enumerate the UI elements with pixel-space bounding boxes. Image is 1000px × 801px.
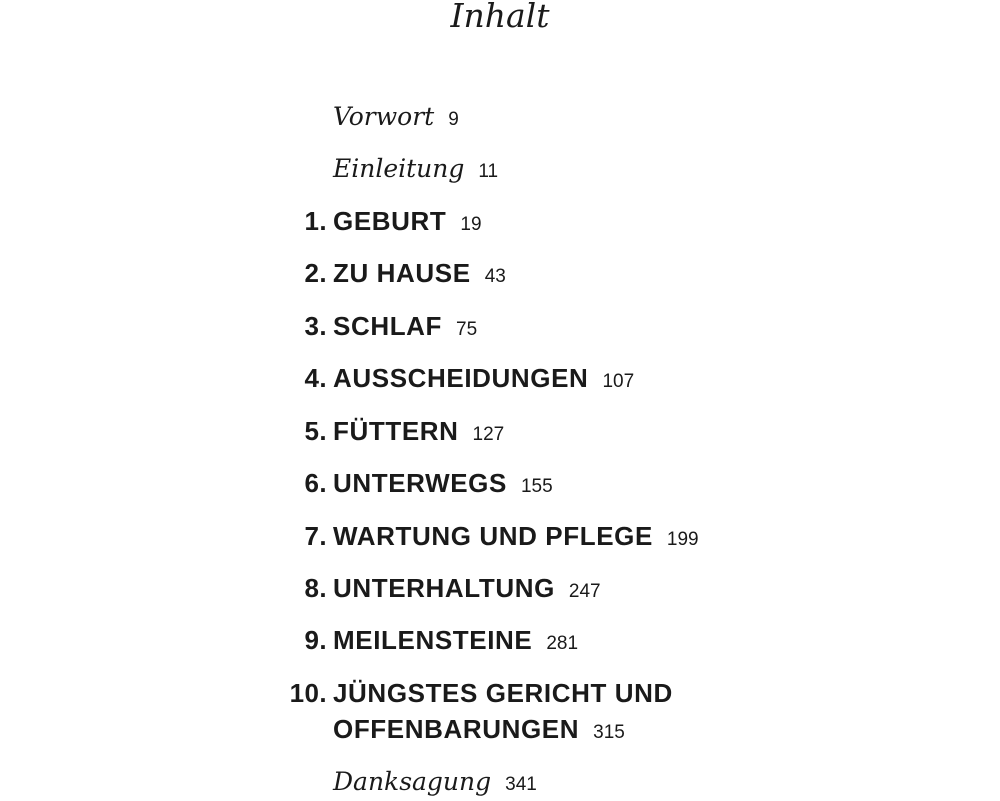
chapter-number: 7. [304,521,327,551]
toc-heading: Inhalt [450,0,550,35]
chapter-number: 5. [304,416,327,446]
toc-entry-title: Einleitung [333,154,465,183]
chapter-number: 4. [304,363,327,393]
chapter-number: 8. [304,573,327,603]
chapter-title: UNTERWEGS [333,468,507,498]
toc-entry-page: 11 [478,161,499,182]
chapter-title: ZU HAUSE [333,258,471,288]
chapter-title-line-2: OFFENBARUNGEN [333,714,580,744]
chapter-title: AUSSCHEIDUNGEN [333,363,589,393]
toc-entry-page: 9 [448,109,459,130]
chapter-title: FÜTTERN [333,416,459,446]
toc-entry-title: Danksagung [333,767,492,796]
toc-entry-title: Vorwort [333,102,435,131]
chapter-title: MEILENSTEINE [333,625,533,655]
chapter-number: 10. [289,678,327,708]
toc-entry-page: 341 [505,774,537,795]
chapter-title: UNTERHALTUNG [333,573,555,603]
chapter-number: 3. [304,311,327,341]
chapter-number: 6. [304,468,327,498]
chapter-page: 281 [546,633,579,654]
chapter-page: 155 [520,476,553,497]
chapter-page: 199 [666,529,699,550]
chapter-title: WARTUNG UND PFLEGE [333,521,653,551]
chapter-number: 2. [304,258,327,288]
chapter-title-line-1: JÜNGSTES GERICHT UND [333,678,673,708]
chapter-title: SCHLAF [333,311,443,341]
chapter-page: 43 [484,266,506,287]
chapter-page: 19 [460,214,482,235]
chapter-page: 75 [456,319,478,340]
chapter-page: 107 [602,371,635,392]
chapter-title: GEBURT [333,206,447,236]
chapter-number: 9. [304,625,327,655]
chapter-page: 315 [593,722,625,743]
chapter-number: 1. [304,206,327,236]
chapter-page: 127 [472,424,505,445]
chapter-page: 247 [568,581,601,602]
